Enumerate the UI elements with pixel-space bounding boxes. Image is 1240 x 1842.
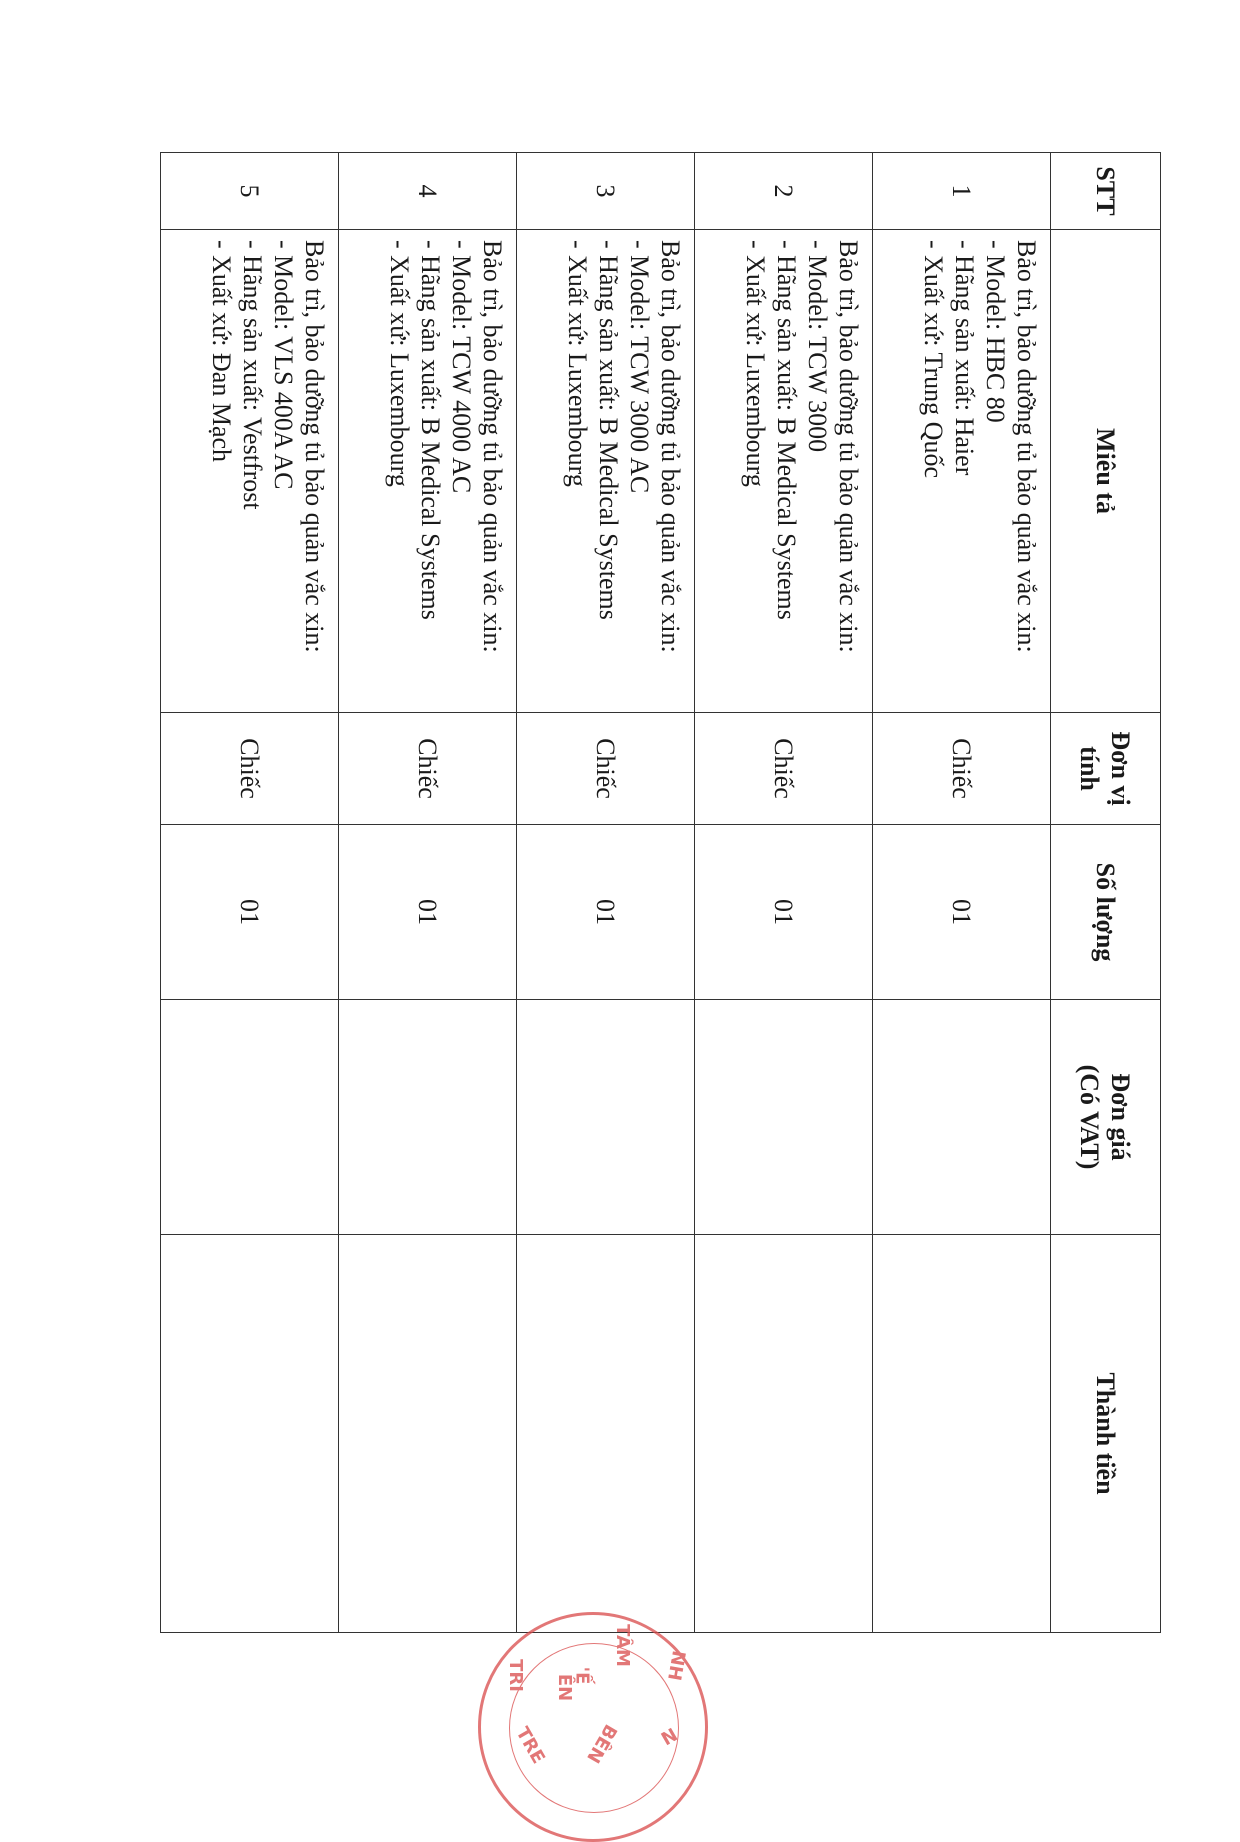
- row-stt: 2: [695, 153, 873, 230]
- header-unit-price-line-2: (Có VAT): [1075, 1064, 1105, 1170]
- seal-text: TRE: [511, 1723, 549, 1768]
- row-total: [339, 1235, 517, 1633]
- row-unit-price: [695, 1000, 873, 1235]
- table-row: [339, 153, 517, 1633]
- description-line: - Xuất xứ: Đan Mạch: [207, 240, 236, 463]
- header-unit-price-line-1: Đơn giá: [1106, 1073, 1136, 1161]
- header-quantity: Số lượng: [1051, 825, 1161, 1000]
- price-table: [160, 152, 1161, 1633]
- description-line: Bảo trì, bảo dưỡng tủ bảo quản vắc xin:: [478, 240, 507, 653]
- table-row: [873, 153, 1051, 1633]
- description-line: - Model: TCW 4000 AC: [447, 240, 476, 494]
- header-unit-line-2: tính: [1075, 746, 1105, 791]
- description-line: - Xuất xứ: Luxembourg: [563, 240, 592, 487]
- header-total: Thành tiền: [1051, 1235, 1161, 1633]
- seal-text: ÊN: [554, 1673, 576, 1702]
- description-line: Bảo trì, bảo dưỡng tủ bảo quản vắc xin:: [1012, 240, 1041, 653]
- row-unit: Chiếc: [339, 713, 517, 825]
- row-total: [873, 1235, 1051, 1633]
- row-unit: Chiếc: [161, 713, 339, 825]
- row-description: [161, 230, 339, 713]
- seal-text: NH: [663, 1648, 690, 1683]
- row-quantity: 01: [517, 825, 695, 1000]
- row-stt: 4: [339, 153, 517, 230]
- row-quantity: 01: [339, 825, 517, 1000]
- row-stt: 1: [873, 153, 1051, 230]
- table-row: [695, 153, 873, 1633]
- description-line: Bảo trì, bảo dưỡng tủ bảo quản vắc xin:: [300, 240, 329, 653]
- seal-text: BÊN: [582, 1720, 621, 1767]
- description-line: - Model: HBC 80: [981, 240, 1010, 423]
- description-line: - Xuất xứ: Trung Quốc: [919, 240, 948, 478]
- description-line: - Hãng sản xuất: Haier: [950, 240, 979, 476]
- row-description: [339, 230, 517, 713]
- row-unit-price: [517, 1000, 695, 1235]
- row-description: [517, 230, 695, 713]
- seal-text: TÂM: [611, 1624, 633, 1667]
- seal-inner-ring: [509, 1643, 679, 1813]
- row-description: [695, 230, 873, 713]
- description-line: - Hãng sản xuất: Vestfrost: [238, 240, 267, 510]
- header-unit: [1051, 713, 1161, 825]
- row-unit-price: [161, 1000, 339, 1235]
- row-unit: Chiếc: [695, 713, 873, 825]
- red-seal-stamp: [478, 1612, 708, 1842]
- header-unit-price: [1051, 1000, 1161, 1235]
- description-line: Bảo trì, bảo dưỡng tủ bảo quản vắc xin:: [834, 240, 863, 653]
- row-quantity: 01: [161, 825, 339, 1000]
- description-line: - Model: VLS 400A AC: [269, 240, 298, 490]
- description-line: - Hãng sản xuất: B Medical Systems: [416, 240, 445, 620]
- table-row: [161, 153, 339, 1633]
- description-line: Bảo trì, bảo dưỡng tủ bảo quản vắc xin:: [656, 240, 685, 653]
- description-line: - Xuất xứ: Luxembourg: [385, 240, 414, 487]
- description-line: - Model: TCW 3000: [803, 240, 832, 453]
- seal-text: N: [656, 1722, 681, 1749]
- seal-text: TRI: [504, 1659, 526, 1692]
- seal-text: 'Ế: [571, 1666, 593, 1685]
- row-stt: 5: [161, 153, 339, 230]
- table-row: [517, 153, 695, 1633]
- row-total: [517, 1235, 695, 1633]
- description-line: - Hãng sản xuất: B Medical Systems: [772, 240, 801, 620]
- table-header-row: [1051, 153, 1161, 1633]
- row-total: [695, 1235, 873, 1633]
- header-description: Miêu tả: [1051, 230, 1161, 713]
- row-description: [873, 230, 1051, 713]
- row-quantity: 01: [873, 825, 1051, 1000]
- row-unit-price: [873, 1000, 1051, 1235]
- row-quantity: 01: [695, 825, 873, 1000]
- header-stt: STT: [1051, 153, 1161, 230]
- description-line: - Hãng sản xuất: B Medical Systems: [594, 240, 623, 620]
- header-unit-line-1: Đơn vị: [1106, 731, 1136, 806]
- row-total: [161, 1235, 339, 1633]
- description-line: - Model: TCW 3000 AC: [625, 240, 654, 494]
- row-unit: Chiếc: [517, 713, 695, 825]
- description-line: - Xuất xứ: Luxembourg: [741, 240, 770, 487]
- row-unit-price: [339, 1000, 517, 1235]
- row-stt: 3: [517, 153, 695, 230]
- rotated-page-content: [161, 152, 1161, 1632]
- row-unit: Chiếc: [873, 713, 1051, 825]
